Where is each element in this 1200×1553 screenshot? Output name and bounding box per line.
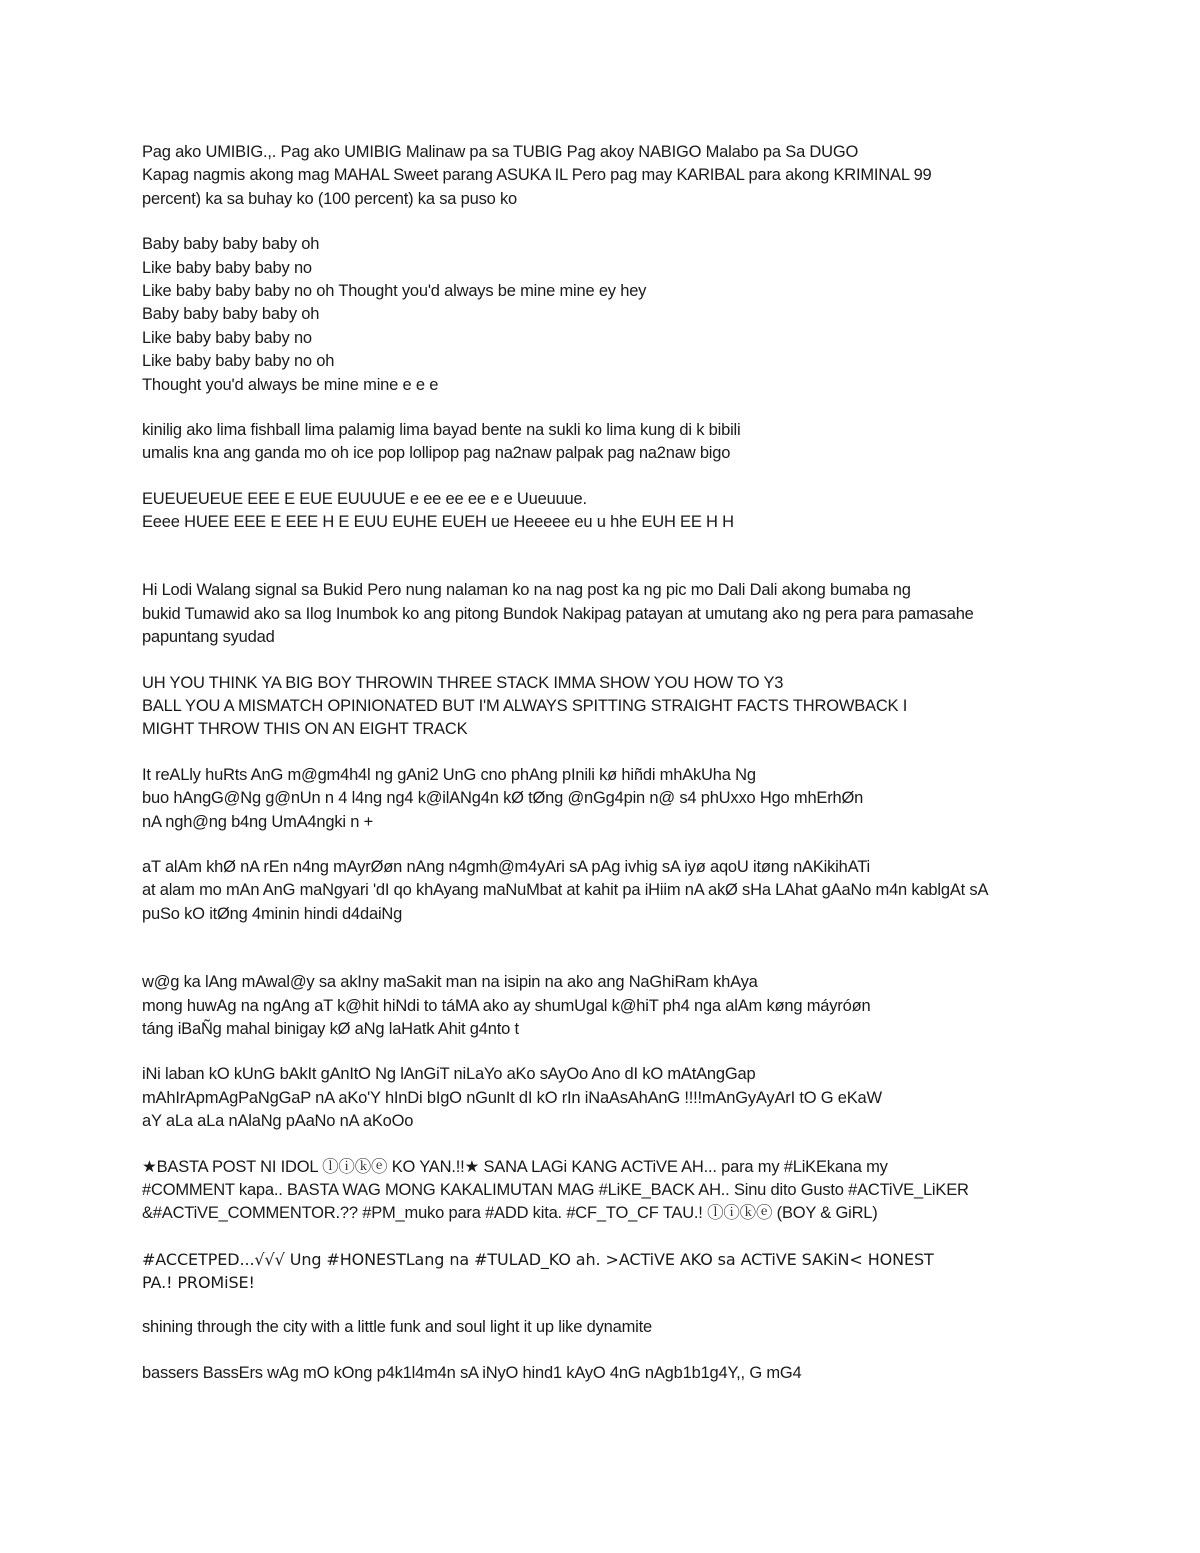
paragraph-accepted <box>142 1248 1152 1295</box>
paragraph-uh-you-think <box>142 672 1152 742</box>
text-line: #COMMENT kapa.. BASTA WAG MONG KAKALIMUTAN MAG #LiKE_BACK AH.. Sinu dito Gusto #ACTiVE_LiKER <box>142 1180 969 1199</box>
document-body <box>142 141 1152 1385</box>
text-line: mAhIrApmAgPaNgGaP nA aKo'Y hInDi bIgO nGunIt dI kO rIn iNaAsAhAnG !!!!mAnGyAyArI tO G eKaW <box>142 1088 882 1107</box>
text-line: bassers BassErs wAg mO kOng p4k1l4m4n sA iNyO hind1 kAyO 4nG nAgb1b1g4Y,, G mG4 <box>142 1363 802 1382</box>
paragraph-pag-ako-umibig <box>142 141 1152 211</box>
paragraph-baby-lyrics <box>142 233 1152 397</box>
paragraph-ni-laban <box>142 1063 1152 1133</box>
text-line: shining through the city with a little funk and soul light it up like dynamite <box>142 1318 652 1337</box>
text-line: UH YOU THINK YA BIG BOY THROWIN THREE STACK IMMA SHOW YOU HOW TO Y3 <box>142 673 784 692</box>
paragraph-euuue <box>142 488 1152 535</box>
text-line: Thought you'd always be mine mine e e e <box>142 375 439 394</box>
text-line: #ACCETPED...√√√ Ung #HONESTLang na #TULAD_KO ah. >ACTiVE AKO sa ACTiVE SAKiN< HONEST <box>142 1249 934 1269</box>
text-line: Kapag nagmis akong mag MAHAL Sweet parang ASUKA IL Pero pag may KARIBAL para akong KRIMINAL 99 <box>142 166 932 185</box>
text-line: buo hAngG@Ng g@nUn n 4 l4ng ng4 k@ilANg4n kØ tØng @nGg4pin n@ s4 phUxxo Hgo mhErhØn <box>142 789 864 808</box>
text-line: Like baby baby baby no <box>142 328 312 347</box>
text-line: MIGHT THROW THIS ON AN EIGHT TRACK <box>142 720 468 739</box>
paragraph-it-really-hurts <box>142 764 1152 834</box>
text-line: kinilig ako lima fishball lima palamig lima bayad bente na sukli ko lima kung di k bibili <box>142 420 741 439</box>
text-line: ★BASTA POST NI IDOL ⓛⓘⓚⓔ KO YAN.!!★ SANA LAGi KANG ACTiVE AH... para my #LiKEkana my <box>142 1157 888 1176</box>
paragraph-wag-ka-lang <box>142 971 1152 1041</box>
paragraph-shining <box>142 1316 1152 1339</box>
text-line: Like baby baby baby no oh <box>142 352 335 371</box>
text-line: Hi Lodi Walang signal sa Bukid Pero nung nalaman ko na nag post ka ng pic mo Dali Dali akong bumaba ng <box>142 581 911 600</box>
paragraph-bassers <box>142 1362 1152 1385</box>
text-line: bukid Tumawid ako sa Ilog Inumbok ko ang pitong Bundok Nakipag patayan at umutang ako ng pera para pamasahe <box>142 604 974 623</box>
text-line: puSo kO itØng 4minin hindi d4daiNg <box>142 904 403 923</box>
text-line: táng iBaÑg mahal binigay kØ aNg laHatk Ahit g4nto t <box>142 1019 519 1038</box>
paragraph-at-alam <box>142 856 1152 926</box>
text-line: It reALly huRts AnG m@gm4h4l ng gAni2 UnG cno phAng pInili kø hiñdi mhAkUha Ng <box>142 765 756 784</box>
text-line: percent) ka sa buhay ko (100 percent) ka sa puso ko <box>142 189 518 208</box>
text-line: umalis kna ang ganda mo oh ice pop lollipop pag na2naw palpak pag na2naw bigo <box>142 444 731 463</box>
paragraph-kinilig <box>142 419 1152 466</box>
text-line: nA ngh@ng b4ng UmA4ngki n + <box>142 812 374 831</box>
text-line: at alam mo mAn AnG maNgyari 'dI qo khAyang maNuMbat at kahit pa iHiim nA akØ sHa LAhat gAaNo m4n kablgAt sA <box>142 881 989 900</box>
text-line: aY aLa aLa nAlaNg pAaNo nA aKoOo <box>142 1112 414 1131</box>
text-line: iNi laban kO kUnG bAkIt gAnItO Ng lAnGiT niLaYo aKo sAyOo Ano dI kO mAtAngGap <box>142 1065 756 1084</box>
text-line: EUEUEUEUE EEE E EUE EUUUUE e ee ee ee e e Uueuuue. <box>142 489 587 508</box>
paragraph-hi-lodi <box>142 579 1152 649</box>
text-line: Like baby baby baby no oh Thought you'd always be mine mine ey hey <box>142 281 647 300</box>
paragraph-basta-post <box>142 1156 1152 1226</box>
text-line: mong huwAg na ngAng aT k@hit hiNdi to táMA ako ay shumUgal k@hiT ph4 nga alAm køng máyróøn <box>142 996 871 1015</box>
text-line: &#ACTiVE_COMMENTOR.?? #PM_muko para #ADD kita. #CF_TO_CF TAU.! ⓛⓘⓚⓔ (BOY & GiRL) <box>142 1204 878 1223</box>
text-line: Eeee HUEE EEE E EEE H E EUU EUHE EUEH ue Heeeee eu u hhe EUH EE H H <box>142 513 734 532</box>
text-line: Like baby baby baby no <box>142 258 312 277</box>
text-line: PA.! PROMiSE! <box>142 1273 255 1293</box>
text-line: w@g ka lAng mAwal@y sa akIny maSakit man na isipin na ako ang NaGhiRam khAya <box>142 973 758 992</box>
text-line: papuntang syudad <box>142 628 275 647</box>
text-line: Baby baby baby baby oh <box>142 235 320 254</box>
text-line: aT alAm khØ nA rEn n4ng mAyrØøn nAng n4gmh@m4yAri sA pAg ivhig sA iyø aqoU itøng nAKikihATi <box>142 857 870 876</box>
text-line: BALL YOU A MISMATCH OPINIONATED BUT I'M ALWAYS SPITTING STRAIGHT FACTS THROWBACK I <box>142 697 908 716</box>
text-line: Pag ako UMIBIG.,. Pag ako UMIBIG Malinaw pa sa TUBIG Pag akoy NABIGO Malabo pa Sa DUGO <box>142 143 859 161</box>
text-line: Baby baby baby baby oh <box>142 305 320 324</box>
